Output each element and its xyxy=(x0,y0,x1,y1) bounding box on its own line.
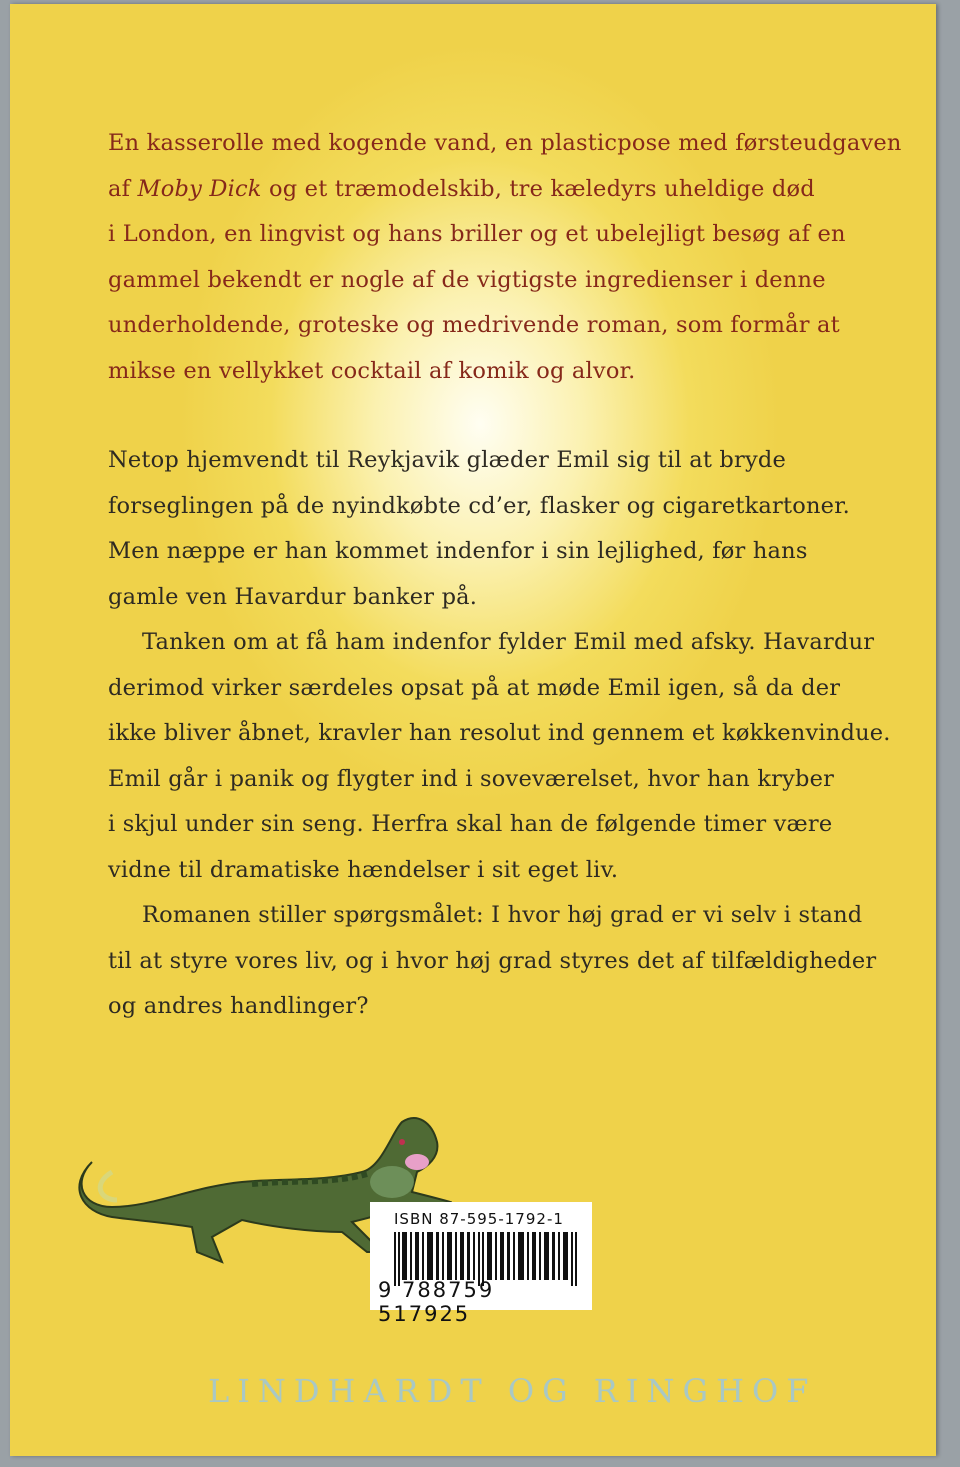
blurb-line: mikse en vellykket cocktail af komik og alvor. xyxy=(108,357,636,384)
blurb-line: ikke bliver åbnet, kravler han resolut ind gennem et køkkenvindue. xyxy=(108,720,891,746)
blurb-line: gamle ven Havardur banker på. xyxy=(108,583,478,610)
blurb-line: Tanken om at få ham indenfor fylder Emil med afsky. Havardur xyxy=(142,629,875,655)
blurb-line: af Moby Dick og et træmodelskib, tre kæledyrs uheldige død xyxy=(108,175,815,202)
blurb-line: derimod virker særdeles opsat på at møde Emil igen, så da der xyxy=(108,674,841,701)
publisher-name: LINDHARDT OG RINGHOF xyxy=(208,1372,817,1410)
book-title: Moby Dick xyxy=(137,175,262,202)
blurb-line: Men næppe er han kommet indenfor i sin lejlighed, før hans xyxy=(108,538,808,564)
blurb-line: Netop hjemvendt til Reykjavik glæder Emil sig til at bryde xyxy=(108,447,787,473)
blurb-line: forseglingen på de nyindkøbte cd’er, flasker og cigaretkartoner. xyxy=(108,492,851,519)
blurb-line: til at styre vores liv, og i hvor høj grad styres det af tilfældigheder xyxy=(108,947,877,974)
blurb-body xyxy=(108,438,891,1030)
blurb-line: i skjul under sin seng. Herfra skal han de følgende timer være xyxy=(108,811,833,837)
blurb-line: i London, en lingvist og hans briller og et ubelejligt besøg af en xyxy=(108,221,846,247)
blurb-line: Romanen stiller spørgsmålet: I hvor høj grad er vi selv i stand xyxy=(142,902,863,928)
isbn-number: ISBN 87-595-1792-1 xyxy=(394,1210,564,1228)
blurb-line: gammel bekendt er nogle af de vigtigste ingredienser i denne xyxy=(108,266,826,293)
blurb-line: vidne til dramatiske hændelser i sit eget liv. xyxy=(108,856,619,883)
blurb-line: underholdende, groteske og medrivende roman, som formår at xyxy=(108,312,840,338)
blurb-paragraph-1 xyxy=(108,121,902,394)
blurb-line: og andres handlinger? xyxy=(108,993,369,1019)
isbn-barcode-label xyxy=(370,1202,592,1326)
book-back-cover xyxy=(10,4,936,1456)
blurb-line: En kasserolle med kogende vand, en plasticpose med førsteudgaven xyxy=(108,130,902,156)
blurb-line: Emil går i panik og flygter ind i soveværelset, hvor han kryber xyxy=(108,765,835,792)
ean-number: 9 788759 517925 xyxy=(378,1278,495,1326)
